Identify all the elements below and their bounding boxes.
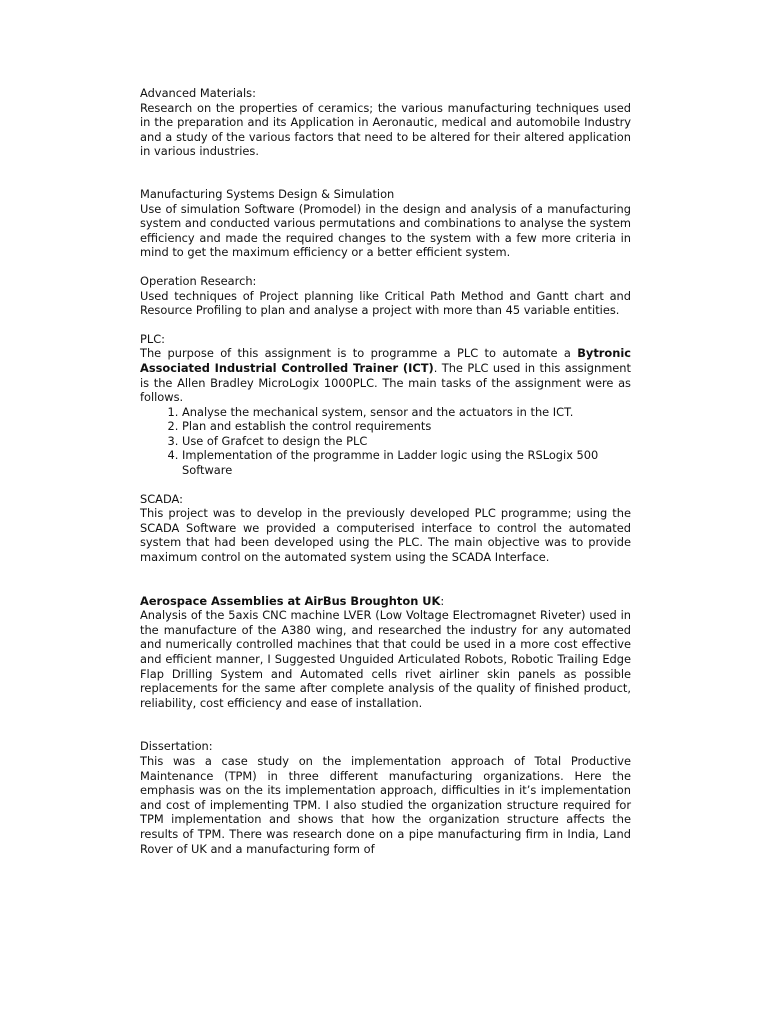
- section-aerospace: [140, 594, 631, 711]
- list-item: 2. Plan and establish the control requirements: [182, 419, 631, 434]
- section-spacer: [140, 565, 631, 594]
- section-spacer: [140, 478, 631, 492]
- section-spacer: [140, 710, 631, 739]
- section-body: This project was to develop in the previously developed PLC programme; using the SCADA Software we provided a computerised interface to control the automated system that had been developed using the PLC. The main objective was to provide maximum control on the automated system using the SCADA Interface.: [140, 506, 631, 565]
- section-body: [140, 346, 631, 404]
- section-title: [140, 594, 631, 609]
- list-item: 4. Implementation of the programme in Ladder logic using the RSLogix 500 Software: [182, 448, 631, 477]
- section-body: Research on the properties of ceramics; the various manufacturing techniques used in the preparation and its Application in Aeronautic, medical and automobile Industry and a study of the various factors that need to be altered for their altered application in various industries.: [140, 100, 631, 159]
- section-operation-research: [140, 274, 631, 318]
- section-dissertation: [140, 739, 631, 856]
- section-scada: [140, 492, 631, 565]
- plc-body-post: . The PLC used in this assignment is the Allen Bradley MicroLogix 1000PLC. The main tasks of the assignment were as follows.: [140, 360, 631, 405]
- section-title: Advanced Materials:: [140, 86, 256, 100]
- section-plc: [140, 332, 631, 478]
- plc-task-list: [140, 405, 631, 478]
- section-advanced-materials: [140, 86, 631, 159]
- aerospace-title-suffix: :: [440, 593, 445, 608]
- plc-body-bold: Bytronic Associated Industrial Controlled Trainer (ICT): [140, 346, 631, 375]
- plc-body-pre: The purpose of this assignment is to programme a PLC to automate a: [140, 346, 578, 361]
- section-title: Dissertation:: [140, 739, 213, 754]
- aerospace-title-bold: Aerospace Assemblies at AirBus Broughton UK: [140, 593, 441, 608]
- section-title: Operation Research:: [140, 273, 257, 288]
- section-spacer: [140, 159, 631, 187]
- section-spacer: [140, 260, 631, 274]
- list-item: 1. Analyse the mechanical system, sensor and the actuators in the ICT.: [182, 405, 631, 420]
- list-item: 3. Use of Grafcet to design the PLC: [182, 434, 631, 449]
- section-spacer: [140, 318, 631, 332]
- section-title: PLC:: [140, 331, 166, 346]
- section-body: This was a case study on the implementation approach of Total Productive Maintenance (TPM) in three different manufacturing organizations. Here the emphasis was on the its implementation approach, difficulties in it’s implementation and cost of implementing TPM. I also studied the organization structure required for TPM implementation and shows that how the organization structure affects the results of TPM. There was research done on a pipe manufacturing firm in India, Land Rover of UK and a manufacturing form of: [140, 753, 631, 856]
- section-title: SCADA:: [140, 491, 183, 506]
- document-content: [140, 86, 631, 856]
- section-body: Use of simulation Software (Promodel) in the design and analysis of a manufacturing system and conducted various permutations and combinations to analyse the system efficiency and made the required changes to the system with a few more criteria in mind to get the maximum efficiency or a better efficient system.: [140, 201, 631, 260]
- section-manufacturing-systems: [140, 187, 631, 260]
- section-body: Used techniques of Project planning like Critical Path Method and Gantt chart and Resource Profiling to plan and analyse a project with more than 45 variable entities.: [140, 288, 631, 318]
- section-body: Analysis of the 5axis CNC machine LVER (Low Voltage Electromagnet Riveter) used in the manufacture of the A380 wing, and researched the industry for any automated and numerically controlled machines that that could be used in a more cost effective and efficient manner, I Suggested Unguided Articulated Robots, Robotic Trailing Edge Flap Drilling System and Automated cells rivet airliner skin panels as possible replacements for the same after complete analysis of the quality of finished product, reliability, cost efficiency and ease of installation.: [140, 608, 631, 710]
- section-title: Manufacturing Systems Design & Simulation: [140, 186, 395, 201]
